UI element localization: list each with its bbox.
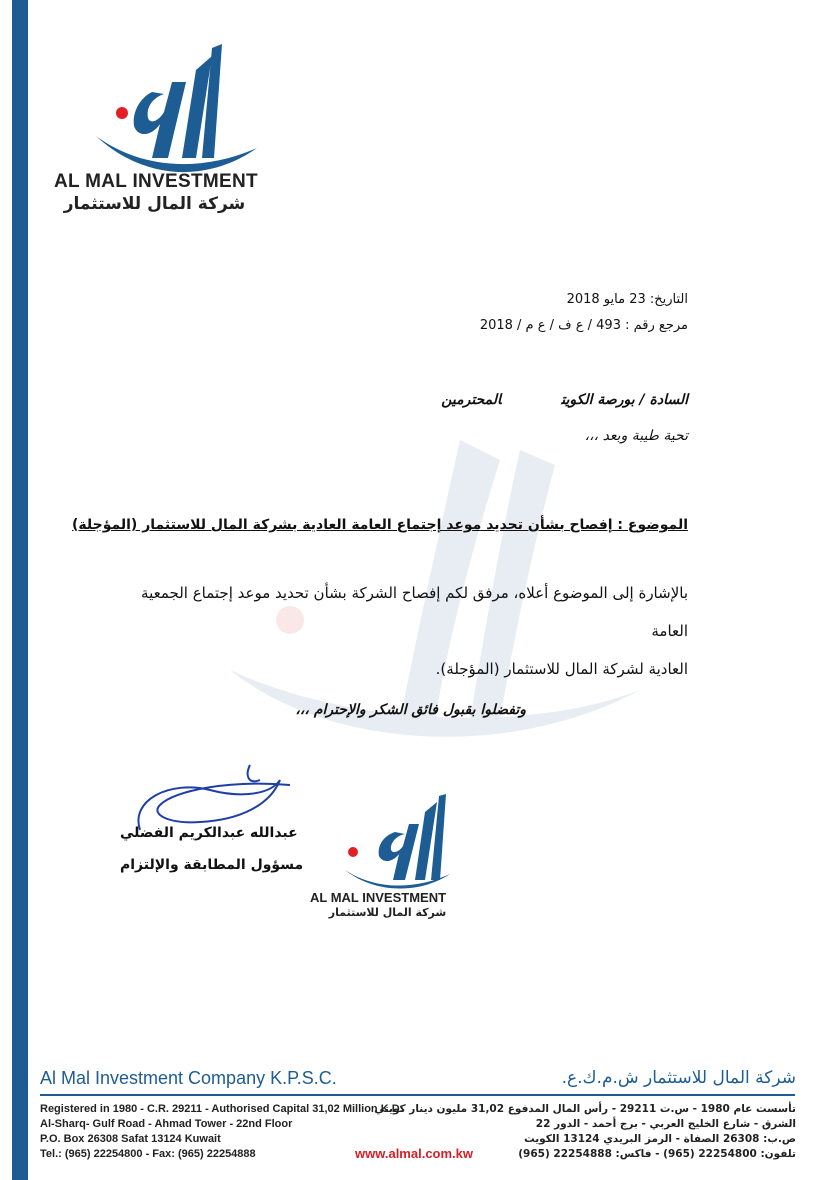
recipient-honorific: المحترمين [441, 392, 502, 408]
footer-line-ar: تلفون: 22254800 (965) - فاكس: 22254888 (965) [518, 1148, 796, 1160]
subject-line [72, 517, 688, 533]
signatory-name: عبدالله عبدالكريم الفضلي [120, 825, 298, 841]
body-line: العادية لشركة المال للاستثمار (المؤجلة). [435, 660, 688, 678]
greeting: تحية طيبة وبعد ،،، [584, 428, 688, 444]
logo-name-ar: شركة المال للاستثمار [63, 194, 246, 214]
company-logo [52, 40, 272, 220]
stamp-name-ar: شركة المال للاستثمار [328, 906, 447, 919]
body-line: بالإشارة إلى الموضوع أعلاه، مرفق لكم إفصاح الشركة بشأن تحديد موعد إجتماع الجمعية العامة [141, 584, 688, 640]
logo-name-en: AL MAL INVESTMENT [54, 171, 258, 192]
subject-label: الموضوع : [612, 517, 688, 533]
footer-line-ar: تأسست عام 1980 - س.ت 29211 - رأس المال المدفوع 31,02 مليون دينار كويتي [374, 1103, 796, 1115]
recipient-name: السادة / بورصة الكويت [561, 392, 688, 408]
footer-line-ar: ص.ب: 26308 الصفاة - الرمز البريدي 13124 الكويت [524, 1133, 796, 1145]
footer-company-ar: شركة المال للاستثمار ش.م.ك.ع. [561, 1068, 796, 1088]
left-margin-bar [12, 0, 28, 1180]
signatory-title: مسؤول المطابقة والإلتزام [120, 857, 304, 873]
letter-date: التاريخ: 23 مايو 2018 [566, 292, 688, 307]
footer-line-ar: الشرق - شارع الخليج العربي - برج أحمد - الدور 22 [535, 1118, 796, 1130]
footer-line-en: Tel.: (965) 22254800 - Fax: (965) 22254888 [40, 1148, 256, 1160]
company-stamp-logo [335, 790, 455, 890]
footer-company-en: Al Mal Investment Company K.P.S.C. [40, 1068, 337, 1088]
footer-divider [40, 1094, 795, 1096]
letter-reference: مرجع رقم : 493 / ع ف / ع م / 2018 [479, 318, 688, 333]
stamp-name-en: AL MAL INVESTMENT [310, 890, 447, 905]
footer-line-en: P.O. Box 26308 Safat 13124 Kuwait [40, 1133, 221, 1145]
footer-line-en: Al-Sharq- Gulf Road - Ahmad Tower - 22nd Floor [40, 1118, 293, 1130]
footer-details-en [40, 1102, 403, 1162]
subject-text: إفصاح بشأن تحديد موعد إجتماع العامة العادية بشركة المال للاستثمار (المؤجلة) [72, 517, 613, 533]
letter-body [128, 574, 688, 688]
closing-line: وتفضلوا بقبول فائق الشكر والإحترام ،،، [295, 702, 526, 718]
footer-line-en: Registered in 1980 - C.R. 29211 - Authorised Capital 31,02 Million K.D. [40, 1103, 403, 1115]
recipient-line [441, 392, 688, 408]
website-link[interactable]: www.almal.com.kw [355, 1146, 474, 1161]
